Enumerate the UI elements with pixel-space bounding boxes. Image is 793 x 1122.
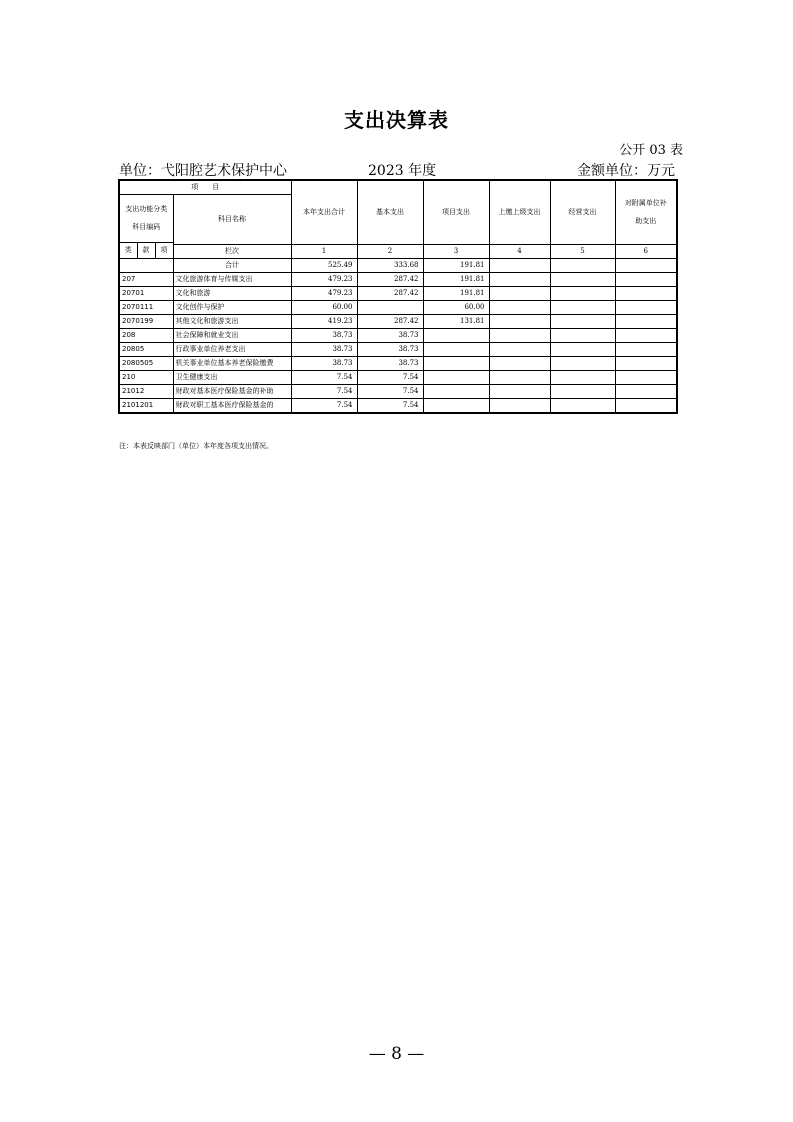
header-project: 项 目 (119, 180, 291, 194)
row-code: 20805 (119, 342, 173, 356)
page-title: 支出决算表 (344, 108, 449, 132)
row-upper (489, 300, 550, 314)
row-project (423, 398, 489, 413)
header-total: 本年支出合计 (291, 180, 357, 244)
row-project (423, 328, 489, 342)
table-note: 注：本表反映部门（单位）本年度各项支出情况。 (119, 442, 273, 450)
row-total: 419.23 (291, 314, 357, 328)
row-subsidy (615, 286, 677, 300)
row-subject-name: 财政对基本医疗保险基金的补助 (173, 384, 291, 398)
header-subsidy (615, 180, 677, 244)
row-project: 131.81 (423, 314, 489, 328)
row-basic: 38.73 (357, 356, 423, 370)
row-total: 7.54 (291, 370, 357, 384)
row-total: 38.73 (291, 356, 357, 370)
row-upper (489, 398, 550, 413)
row-upper (489, 342, 550, 356)
col-index-1: 1 (291, 244, 357, 258)
row-total: 38.73 (291, 328, 357, 342)
row-operating (550, 356, 615, 370)
row-operating (550, 342, 615, 356)
total-basic: 333.68 (357, 258, 423, 272)
row-subject-name: 文化旅游体育与传媒支出 (173, 272, 291, 286)
header-function-class-line1: 支出功能分类 (125, 205, 168, 213)
row-total: 479.23 (291, 286, 357, 300)
table-row (119, 342, 677, 356)
row-subsidy (615, 342, 677, 356)
row-subsidy (615, 398, 677, 413)
row-subsidy (615, 356, 677, 370)
header-subsidy-line1: 对附属单位补 (624, 199, 667, 208)
row-subsidy (615, 300, 677, 314)
row-total: 60.00 (291, 300, 357, 314)
row-code: 210 (119, 370, 173, 384)
row-code: 2070111 (119, 300, 173, 314)
row-operating (550, 398, 615, 413)
row-upper (489, 314, 550, 328)
row-subject-name: 其他文化和旅游支出 (173, 314, 291, 328)
unit-label: 单位：弋阳腔艺术保护中心 (119, 163, 287, 179)
total-label: 合计 (173, 258, 291, 272)
row-project (423, 356, 489, 370)
row-operating (550, 272, 615, 286)
row-operating (550, 300, 615, 314)
header-project-expenditure: 项目支出 (423, 180, 489, 244)
row-subject-name: 文化和旅游 (173, 286, 291, 300)
row-project: 191.81 (423, 286, 489, 300)
header-lei: 类 (119, 242, 137, 258)
row-project (423, 384, 489, 398)
row-subsidy (615, 328, 677, 342)
row-subsidy (615, 370, 677, 384)
row-operating (550, 370, 615, 384)
row-basic: 7.54 (357, 384, 423, 398)
row-upper (489, 328, 550, 342)
fiscal-year: 2023 年度 (368, 163, 437, 179)
expenditure-table (118, 179, 678, 414)
row-upper (489, 272, 550, 286)
table-row (119, 286, 677, 300)
row-subject-name: 财政对职工基本医疗保险基金的 (173, 398, 291, 413)
total-row (119, 258, 677, 272)
row-code: 2080505 (119, 356, 173, 370)
row-basic: 7.54 (357, 370, 423, 384)
form-number: 公开 03 表 (619, 143, 683, 158)
row-project: 60.00 (423, 300, 489, 314)
header-basic: 基本支出 (357, 180, 423, 244)
row-upper (489, 356, 550, 370)
row-subject-name: 机关事业单位基本养老保险缴费 (173, 356, 291, 370)
total-total: 525.49 (291, 258, 357, 272)
row-basic: 287.42 (357, 272, 423, 286)
row-code: 20701 (119, 286, 173, 300)
row-code: 2070199 (119, 314, 173, 328)
table-row (119, 370, 677, 384)
row-total: 38.73 (291, 342, 357, 356)
total-project: 191.81 (423, 258, 489, 272)
header-operating: 经营支出 (550, 180, 615, 244)
row-upper (489, 384, 550, 398)
row-operating (550, 286, 615, 300)
row-upper (489, 286, 550, 300)
total-subsidy (615, 258, 677, 272)
row-subject-name: 卫生健康支出 (173, 370, 291, 384)
row-operating (550, 328, 615, 342)
col-index-4: 4 (489, 244, 550, 258)
header-xiang: 项 (155, 242, 173, 258)
col-index-2: 2 (357, 244, 423, 258)
row-operating (550, 384, 615, 398)
row-upper (489, 370, 550, 384)
header-subject-name: 科目名称 (173, 194, 291, 244)
row-subject-name: 行政事业单位养老支出 (173, 342, 291, 356)
row-basic: 7.54 (357, 398, 423, 413)
table-row (119, 328, 677, 342)
row-code: 208 (119, 328, 173, 342)
table-row (119, 384, 677, 398)
header-function-class (119, 194, 173, 242)
row-code: 2101201 (119, 398, 173, 413)
row-project (423, 370, 489, 384)
row-total: 7.54 (291, 384, 357, 398)
row-basic: 287.42 (357, 314, 423, 328)
row-basic (357, 300, 423, 314)
header-kuan: 款 (137, 242, 155, 258)
row-total: 479.23 (291, 272, 357, 286)
header-function-class-line2: 科目编码 (132, 223, 161, 231)
amount-unit: 金额单位：万元 (577, 163, 675, 179)
row-subsidy (615, 384, 677, 398)
col-index-5: 5 (550, 244, 615, 258)
table-row (119, 272, 677, 286)
row-project: 191.81 (423, 272, 489, 286)
table-row (119, 300, 677, 314)
row-subject-name: 文化创作与保护 (173, 300, 291, 314)
row-code: 207 (119, 272, 173, 286)
col-index-6: 6 (615, 244, 677, 258)
row-project (423, 342, 489, 356)
total-operating (550, 258, 615, 272)
table-row (119, 314, 677, 328)
table-row (119, 356, 677, 370)
row-subsidy (615, 272, 677, 286)
row-subject-name: 社会保障和就业支出 (173, 328, 291, 342)
row-operating (550, 314, 615, 328)
header-to-upper: 上缴上级支出 (489, 180, 550, 244)
row-basic: 38.73 (357, 342, 423, 356)
row-basic: 38.73 (357, 328, 423, 342)
header-subsidy-line2: 助支出 (635, 217, 657, 226)
row-basic: 287.42 (357, 286, 423, 300)
col-index-3: 3 (423, 244, 489, 258)
total-upper (489, 258, 550, 272)
row-total: 7.54 (291, 398, 357, 413)
page-number: — 8 — (368, 1044, 425, 1064)
row-subsidy (615, 314, 677, 328)
row-code: 21012 (119, 384, 173, 398)
header-column-order: 栏次 (173, 244, 291, 258)
table-row (119, 398, 677, 413)
